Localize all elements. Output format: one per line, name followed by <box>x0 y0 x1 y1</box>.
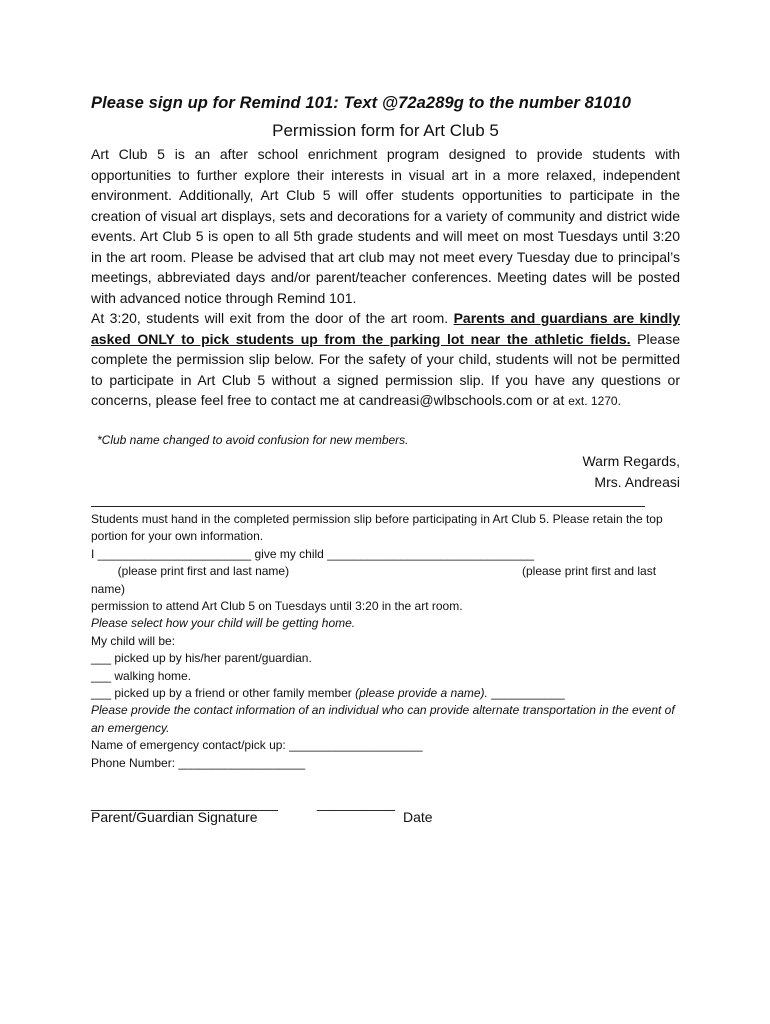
print-name-notes <box>91 563 681 580</box>
option3-text: ___ picked up by a friend or other family member <box>91 686 356 701</box>
date-blank[interactable]: __________ <box>317 795 395 811</box>
emergency-contact-prompt: Please provide the contact information of an individual who can provide alternate transportation in the event of an emergency. <box>91 703 675 735</box>
option-walking-home[interactable]: ___ walking home. <box>91 668 192 683</box>
permission-slip <box>91 511 681 772</box>
option-friend-pickup[interactable] <box>91 685 681 702</box>
intro-p2-start: At 3:20, students will exit from the door of the art room. <box>91 310 454 326</box>
intro-paragraph-2 <box>91 308 680 412</box>
option3-blank[interactable]: ___________ <box>487 686 565 701</box>
teacher-name: Mrs. Andreasi <box>594 473 680 490</box>
form-title: Permission form for Art Club 5 <box>272 121 499 140</box>
option3-italic-note: (please provide a name). <box>355 686 488 701</box>
parent-child-name-line[interactable]: I _______________________ give my child _______________________________ <box>91 546 535 561</box>
emergency-contact-name-field[interactable]: Name of emergency contact/pick up: ____________________ <box>91 738 423 753</box>
phone-number-field[interactable]: Phone Number: ___________________ <box>91 755 306 770</box>
intro-paragraph-1: Art Club 5 is an after school enrichment program designed to provide students with opportunities to further explore their interests in visual art in a more relaxed, independent environment. Additionally, Art Club 5 will offer students opportunities to participate in the creation of visual art displays, sets and decorations for a variety of community and district wide events. Art Club 5 is open to all 5th grade students and will meet on most Tuesdays until 3:20 in the art room. Please be advised that art club may not meet every Tuesday due to principal’s meetings, abbreviated days and/or parent/teacher conferences. Meeting dates will be posted with advanced notice through Remind 101. <box>91 146 680 306</box>
remind-signup-heading: Please sign up for Remind 101: Text @72a289g to the number 81010 <box>91 94 631 112</box>
cut-line-divider <box>91 506 645 507</box>
select-transport-prompt: Please select how your child will be getting home. <box>91 616 356 631</box>
signature-blank[interactable]: ________________________ <box>91 795 278 811</box>
pickup-instructions-bold: Parents and guardians are kindly asked ONLY to pick students up from the parking lot near the athletic fields. <box>91 310 680 347</box>
option-parent-pickup[interactable]: ___ picked up by his/her parent/guardian. <box>91 651 312 666</box>
print-note-wrap: name) <box>91 581 126 596</box>
print-note-left: (please print first and last name) <box>91 564 290 579</box>
date-label: Date <box>403 809 433 825</box>
intro-p2-rest: Please complete the permission slip below. For the safety of your child, students will not be permitted to participate in Art Club 5 without a signed permission slip. If you have any questions or concerns, please feel free to contact me at candreasi@wlbschools.com or at <box>91 330 680 408</box>
intro-text <box>91 144 680 412</box>
club-name-footnote: *Club name changed to avoid confusion for new members. <box>97 433 409 447</box>
print-note-right: (please print first and last <box>522 564 657 579</box>
phone-extension: ext. 1270. <box>568 394 621 408</box>
my-child-label: My child will be: <box>91 633 176 648</box>
slip-instructions: Students must hand in the completed permission slip before participating in Art Club 5. Please retain the top portion for your own information. <box>91 512 663 544</box>
closing-block <box>480 451 680 492</box>
closing-regards: Warm Regards, <box>582 453 680 469</box>
permission-statement: permission to attend Art Club 5 on Tuesdays until 3:20 in the art room. <box>91 599 463 614</box>
signature-label: Parent/Guardian Signature <box>91 809 258 825</box>
